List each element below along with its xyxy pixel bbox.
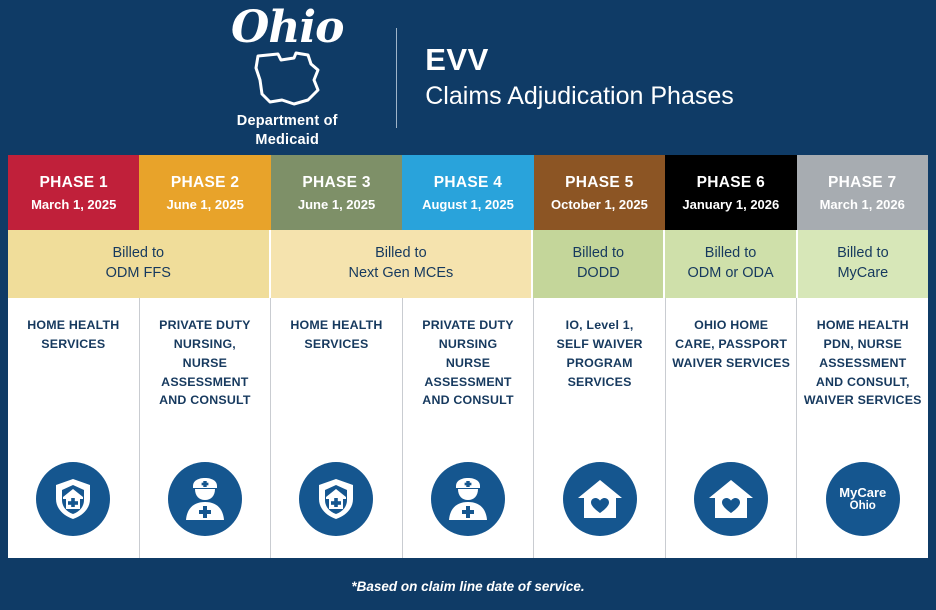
service-line: ASSESSMENT (819, 355, 907, 370)
billed-to-line: Billed to (375, 245, 427, 262)
service-line: HOME HEALTH (290, 318, 383, 332)
services-row (8, 298, 928, 558)
service-list (804, 316, 922, 410)
billed-to-line: MyCare (837, 265, 889, 281)
phase-date: June 1, 2025 (166, 196, 244, 212)
home-heart-icon (694, 462, 768, 536)
service-line: SERVICES (41, 336, 106, 351)
service-icon-wrap (403, 462, 534, 536)
service-line: SERVICES (567, 374, 632, 389)
billed-to-cell (798, 230, 928, 298)
home-heart-icon (563, 462, 637, 536)
service-line: PRIVATE DUTY (422, 318, 514, 332)
billed-to-cell (533, 230, 665, 298)
billed-to-line: Billed to (112, 245, 165, 262)
phase-name: PHASE 5 (565, 173, 634, 191)
billed-to-line: Billed to (572, 245, 625, 262)
phase-header-row (8, 155, 928, 230)
department-line-2: Medicaid (255, 131, 320, 148)
service-line: ASSESSMENT (424, 374, 512, 389)
nurse-icon (431, 462, 505, 536)
service-list (422, 316, 513, 410)
service-cell (403, 298, 535, 558)
phase-header-cell (139, 155, 270, 230)
phase-date: January 1, 2026 (682, 196, 780, 212)
page-subtitle: Claims Adjudication Phases (425, 82, 734, 111)
phase-header-cell (8, 155, 139, 230)
mycare-ohio-icon (826, 462, 900, 536)
phase-date: March 1, 2026 (819, 196, 905, 212)
billed-to-line: ODM or ODA (687, 265, 774, 281)
footnote: *Based on claim line date of service. (351, 578, 585, 594)
service-cell (797, 298, 928, 558)
service-cell (8, 298, 140, 558)
billed-to-line: DODD (576, 265, 620, 281)
phase-header-cell (534, 155, 665, 230)
service-line: SERVICES (304, 336, 369, 351)
service-line: IO, Level 1, (565, 318, 634, 332)
service-line: CARE, PASSPORT (675, 336, 788, 351)
ohio-state-outline-icon (248, 50, 326, 112)
service-line: HOME HEALTH (816, 318, 909, 332)
service-cell (666, 298, 798, 558)
phase-date: March 1, 2025 (31, 196, 117, 212)
shield-home-medical-icon (36, 462, 110, 536)
mycare-line-1: MyCare (839, 484, 887, 500)
phase-name: PHASE 7 (828, 173, 897, 191)
phase-header-cell (665, 155, 796, 230)
service-icon-wrap (271, 462, 402, 536)
service-cell (271, 298, 403, 558)
page-title: EVV (425, 42, 489, 78)
service-icon-wrap (8, 462, 139, 536)
ohio-medicaid-logo (202, 2, 372, 148)
service-icon-wrap (534, 462, 665, 536)
service-cell (140, 298, 272, 558)
service-line: NURSE (445, 355, 491, 370)
nurse-icon (168, 462, 242, 536)
phase-header-cell (797, 155, 928, 230)
billed-to-row (8, 230, 928, 298)
billed-to-cell (8, 230, 271, 298)
phase-date: June 1, 2025 (297, 196, 376, 212)
phase-name: PHASE 3 (302, 173, 371, 191)
service-line: WAIVER SERVICES (672, 355, 791, 370)
service-line: SELF WAIVER (556, 336, 643, 351)
service-list (159, 316, 250, 410)
billed-to-cell (271, 230, 534, 298)
shield-home-medical-icon (299, 462, 373, 536)
service-line: NURSE (182, 355, 228, 370)
phase-name: PHASE 4 (433, 173, 503, 191)
billed-to-line: Billed to (704, 245, 757, 262)
service-line: PROGRAM (566, 355, 633, 370)
service-line: AND CONSULT (422, 393, 514, 408)
service-list (557, 316, 643, 391)
phases-table (8, 155, 928, 558)
service-line: ASSESSMENT (161, 374, 249, 389)
service-icon-wrap (140, 462, 271, 536)
phase-header-cell (402, 155, 533, 230)
mycare-ohio-label (839, 486, 886, 513)
service-line: OHIO HOME (694, 318, 769, 332)
phase-name: PHASE 2 (170, 173, 240, 191)
phase-header-cell (271, 155, 402, 230)
service-line: HOME HEALTH (27, 318, 120, 332)
service-line: AND CONSULT, (815, 374, 910, 389)
service-line: PDN, NURSE (823, 336, 902, 351)
header-divider (396, 28, 397, 128)
title-block (425, 42, 734, 112)
service-cell (534, 298, 666, 558)
header (0, 0, 936, 155)
service-icon-wrap (797, 462, 928, 536)
service-line: NURSING, (173, 336, 236, 351)
service-list (290, 316, 382, 354)
service-line: PRIVATE DUTY (159, 318, 251, 332)
billed-to-line: ODM FFS (105, 265, 171, 281)
phase-date: October 1, 2025 (550, 196, 648, 212)
billed-to-line: Next Gen MCEs (348, 265, 454, 281)
service-line: NURSING (438, 336, 498, 351)
department-line-1: Department of (236, 113, 338, 130)
service-line: WAIVER SERVICES (803, 393, 922, 408)
service-icon-wrap (666, 462, 797, 536)
service-line: AND CONSULT (159, 393, 251, 408)
service-list (672, 316, 790, 373)
phase-name: PHASE 1 (39, 173, 108, 191)
phase-name: PHASE 6 (696, 173, 766, 191)
billed-to-line: Billed to (837, 245, 889, 262)
service-list (27, 316, 119, 354)
mycare-line-2: Ohio (849, 499, 876, 512)
ohio-wordmark: Ohio (231, 2, 344, 54)
phase-date: August 1, 2025 (422, 196, 514, 212)
billed-to-cell (665, 230, 797, 298)
